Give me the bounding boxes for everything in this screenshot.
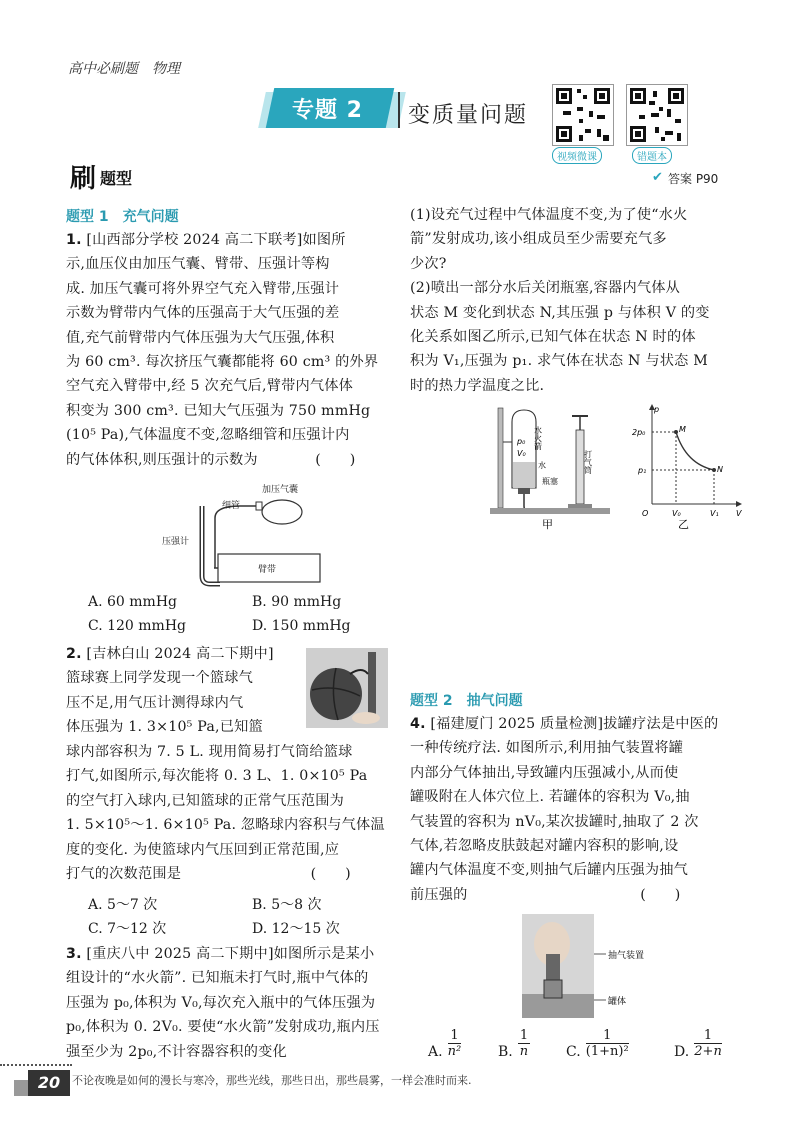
- fraction-numerator: 1: [694, 1028, 722, 1044]
- q2-line: 打气,如图所示,每次能将 0. 3 L、1. 0×10⁵ Pa: [66, 768, 368, 785]
- q2-line-text: [吉林白山 2024 高二下期中]: [86, 646, 274, 662]
- q4-option-b[interactable]: [498, 1028, 530, 1059]
- page-number: 20: [28, 1070, 70, 1096]
- q4-line: 气装置的容积为 nV₀,某次拔罐时,抽取了 2 次: [410, 813, 699, 830]
- q1-option-a[interactable]: A. 60 mmHg: [88, 594, 177, 610]
- point-m: M: [679, 425, 686, 434]
- q3-sub-line: 时的热力学温度之比.: [410, 377, 545, 394]
- brush-heading: 刷: [70, 164, 97, 194]
- qr-pattern-icon: [627, 85, 687, 145]
- topic-title: 变质量问题: [408, 103, 529, 128]
- fraction-denominator: (1+n)²: [585, 1044, 629, 1059]
- q4-option-a[interactable]: [428, 1028, 461, 1059]
- caption-yi: 乙: [678, 518, 689, 531]
- label-cuff: 臂带: [258, 565, 277, 575]
- q2-line: 压不足,用气压计测得球内气: [66, 694, 244, 711]
- q1-line: 值,充气前臂带内气体压强为大气压强,体积: [66, 329, 335, 346]
- qr-code-video[interactable]: [552, 84, 614, 146]
- q3-line-text: [重庆八中 2025 高二下期中]如图所示是某小: [86, 946, 375, 962]
- cupping-labels: [594, 940, 664, 1010]
- basketball-pump-image: [306, 648, 388, 728]
- q3-sub-line: 积为 V₁,压强为 p₁. 求气体在状态 N 与状态 M: [410, 353, 708, 370]
- label-jar: 罐体: [608, 997, 627, 1007]
- topic-label: 专题 2: [292, 98, 363, 123]
- label-tube: 细管: [222, 501, 241, 511]
- fraction-numerator: 1: [586, 1028, 629, 1044]
- point-n-marker: [712, 468, 716, 472]
- option-letter: D.: [674, 1044, 690, 1060]
- q3-sub-line: 箭”发射成功,该小组成员至少需要充气多: [410, 231, 667, 248]
- label-p0: p₀: [517, 437, 526, 446]
- question-1: [66, 228, 392, 472]
- answer-reference: 答案 P90: [668, 172, 719, 186]
- option-letter: C.: [566, 1044, 581, 1060]
- q1-line: (10⁵ Pa),气体温度不变,忽略细管和压强计内: [66, 427, 350, 444]
- tick-v0: V₀: [672, 509, 681, 518]
- q3-sub-line: 少次?: [410, 255, 447, 272]
- label-pump: 加压气囊: [262, 485, 299, 495]
- origin: O: [642, 509, 649, 518]
- fraction-denominator: n: [519, 1044, 529, 1059]
- fraction-numerator: 1: [519, 1028, 529, 1043]
- q1-line: 示,血压仪由加压气囊、臂带、压强计等构: [66, 256, 330, 273]
- q4-line-text: [福建厦门 2025 质量检测]拔罐疗法是中医的: [430, 716, 719, 732]
- basketball-photo: [306, 648, 388, 728]
- qr-pattern-icon: [553, 85, 613, 145]
- tick-2p0: 2p₀: [632, 428, 646, 437]
- question-2-head: [66, 642, 306, 740]
- label-gauge: 压强计: [162, 537, 190, 547]
- q2-line: 篮球赛上同学发现一个篮球气: [66, 670, 254, 687]
- q4-line: 一种传统疗法. 如图所示,利用抽气装置将罐: [410, 740, 684, 757]
- q2-line: 度的变化. 为使篮球内气压回到正常范围,应: [66, 841, 340, 858]
- pv-graph: [632, 402, 742, 532]
- q1-line: 成. 加压气囊可将外界空气充入臂带,压强计: [66, 280, 340, 297]
- fraction-numerator: 1: [448, 1028, 462, 1044]
- q3-line: 压强为 p₀,体积为 V₀,每次充入瓶中的气体压强为: [66, 994, 376, 1011]
- q3-line: 组设计的“水火箭”. 已知瓶未打气时,瓶中气体的: [66, 970, 369, 987]
- point-m-marker: [674, 430, 678, 434]
- q4-line: [410, 712, 736, 736]
- q2-line: 球内部容积为 7. 5 L. 现用简易打气筒给篮球: [66, 744, 353, 760]
- q2-line: 1. 5×10⁵～1. 6×10⁵ Pa. 忽略球内容积与气体温: [66, 817, 385, 834]
- question-4: [410, 712, 736, 907]
- fraction-denominator: 2+n: [694, 1044, 722, 1059]
- q3-number: 3.: [66, 946, 82, 962]
- label-v0: V₀: [517, 449, 526, 458]
- q4-line: 罐吸附在人体穴位上. 若罐体的容积为 V₀,抽: [410, 789, 690, 806]
- q1-line: 积变为 300 cm³. 已知大气压强为 750 mmHg: [66, 402, 371, 419]
- fraction-denominator: n²: [447, 1044, 462, 1059]
- book-header: 高中必刷题 物理: [68, 60, 180, 76]
- q2-line: 体压强为 1. 3×10⁵ Pa,已知篮: [66, 719, 263, 736]
- q1-number: 1.: [66, 232, 82, 248]
- checkmark-icon: ✔: [652, 170, 663, 185]
- q1-option-b[interactable]: B. 90 mmHg: [252, 594, 342, 610]
- cupping-photo: [522, 914, 594, 1018]
- pump-bulb-shape: [262, 500, 302, 524]
- question-3-subparts: [410, 203, 736, 398]
- q1-line-text: [山西部分学校 2024 高二下联考]如图所: [86, 232, 346, 248]
- option-letter: A.: [428, 1044, 443, 1060]
- q1-line: 空气充入臂带中,经 5 次充气后,臂带内气体体: [66, 378, 354, 395]
- q1-option-d[interactable]: D. 150 mmHg: [252, 618, 351, 634]
- q4-line: 内部分气体抽出,导致罐内压强减小,从而使: [410, 764, 679, 781]
- q2-line: 打气的次数范围是 ( ): [66, 866, 351, 883]
- qr-code-mistakes[interactable]: [626, 84, 688, 146]
- q2-number: 2.: [66, 646, 82, 662]
- q4-option-d[interactable]: [674, 1028, 722, 1059]
- brush-subheading: 题型: [100, 169, 133, 188]
- q3-sub-line: (1)设充气过程中气体温度不变,为了使“水火: [410, 207, 688, 223]
- q3-line: [66, 942, 392, 966]
- q3-sub-line: (2)喷出一部分水后关闭瓶塞,容器内气体从: [410, 280, 680, 297]
- question-3: [66, 942, 392, 1064]
- water-rocket-figure: [490, 402, 620, 532]
- q4-number: 4.: [410, 716, 426, 732]
- footer-motto: 不论夜晚是如何的漫长与寒冷，那些光线，那些日出，那些晨雾，一样会准时而来.: [72, 1074, 472, 1087]
- q2-option-d[interactable]: D. 12～15 次: [252, 921, 340, 937]
- tick-p1: p₁: [638, 466, 647, 475]
- q1-line: [66, 228, 392, 252]
- q3-line: p₀,体积为 0. 2V₀. 要使“水火箭”发射成功,瓶内压: [66, 1019, 380, 1036]
- q3-line: 强至少为 2p₀,不计容器容积的变化: [66, 1043, 287, 1060]
- label-rocket: 水火箭: [533, 426, 543, 450]
- topic-divider: [398, 92, 400, 128]
- q1-line: 示数为臂带内气体的压强高于大气压强的差: [66, 305, 340, 322]
- label-device: 抽气装置: [608, 951, 645, 961]
- q3-sub-line: 状态 M 变化到状态 N,其压强 p 与体积 V 的变: [410, 304, 710, 321]
- question-2-body: [66, 740, 392, 886]
- label-water: 水: [538, 461, 546, 470]
- q4-line: 罐内气体温度不变,则抽气后罐内压强为抽气: [410, 862, 689, 879]
- qr-caption-video: 视频微课: [552, 147, 602, 164]
- cupping-image: [522, 914, 594, 1018]
- q2-line: [66, 642, 306, 666]
- q2-option-a[interactable]: A. 5～7 次: [88, 897, 158, 913]
- q1-line: 为 60 cm³. 每次挤压气囊都能将 60 cm³ 的外界: [66, 354, 379, 371]
- pv-curve: [676, 432, 714, 470]
- q4-option-c[interactable]: [566, 1028, 629, 1059]
- blood-pressure-figure: [160, 478, 330, 588]
- q3-sub-line: 化关系如图乙所示,已知气体在状态 N 时的体: [410, 329, 696, 346]
- q2-line: 的空气打入球内,已知篮球的正常气压范围为: [66, 792, 345, 809]
- q4-line: 前压强的 ( ): [410, 886, 681, 903]
- axis-v: V: [736, 509, 742, 518]
- tick-v1: V₁: [710, 509, 719, 518]
- caption-jia: 甲: [542, 518, 553, 531]
- q4-line: 气体,若忽略皮肤鼓起对罐内容积的影响,设: [410, 838, 679, 855]
- q2-option-b[interactable]: B. 5～8 次: [252, 897, 322, 913]
- label-pump: 打气筒: [583, 450, 593, 474]
- label-stopper: 瓶塞: [542, 477, 558, 486]
- q1-option-c[interactable]: C. 120 mmHg: [88, 618, 187, 634]
- q1-line: 的气体体积,则压强计的示数为 ( ): [66, 451, 356, 468]
- qr-caption-mistakes: 错题本: [632, 147, 672, 164]
- type1-title: 题型 1 充气问题: [66, 209, 179, 225]
- option-letter: B.: [498, 1044, 513, 1060]
- q2-option-c[interactable]: C. 7～12 次: [88, 921, 167, 937]
- point-n: N: [717, 465, 723, 474]
- axis-p: p: [654, 405, 660, 414]
- type2-title: 题型 2 抽气问题: [410, 693, 523, 709]
